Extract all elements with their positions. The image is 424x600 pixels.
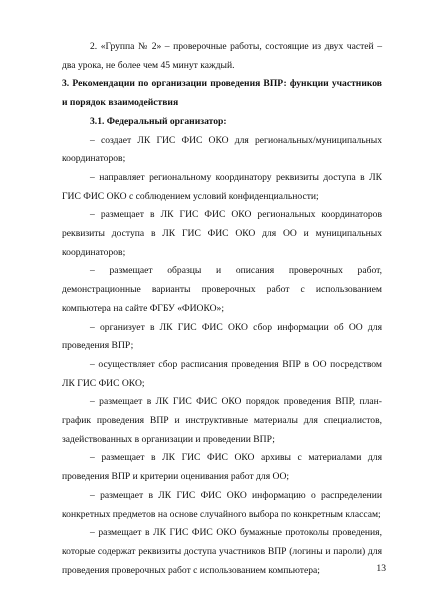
page-number: 13: [376, 563, 386, 574]
paragraph: 2. «Группа № 2» – проверочные работы, состоящие из двух частей – два урока, не более чем 45 минут каждый.: [62, 41, 382, 71]
paragraph: – размещает в ЛК ГИС ФИС ОКО информацию о распределении конкретных предметов на основе случайного выбора по конкретным классам;: [62, 489, 382, 520]
document-body: [62, 38, 382, 580]
paragraph: – направляет региональному координатору реквизиты доступа в ЛК ГИС ФИС ОКО с соблюдением условий конфиденциальности;: [62, 171, 382, 202]
paragraph: – размещает в ЛК ГИС ФИС ОКО порядок проведения ВПР, план-график проведения ВПР и инструктивные материалы для специалистов, задействованных в организации и проведении ВПР;: [62, 396, 382, 445]
paragraph: – размещает образцы и описания проверочных работ, демонстрационные варианты проверочных работ с использованием компьютера на сайте ФГБУ «ФИОКО»;: [62, 265, 382, 314]
paragraph: – размещает в ЛК ГИС ФИС ОКО бумажные протоколы проведения, которые содержат реквизиты доступа участников ВПР (логины и пароли) для проведения проверочных работ с использованием компьютера;: [62, 527, 382, 576]
section-heading: 3. Рекомендации по организации проведения ВПР: функции участников и порядок взаимодействия: [62, 78, 382, 109]
paragraph: – размещает в ЛК ГИС ФИС ОКО архивы с материалами для проведения ВПР и критерии оценивания работ для ОО;: [62, 452, 382, 483]
paragraph: – осуществляет сбор расписания проведения ВПР в ОО посредством ЛК ГИС ФИС ОКО;: [62, 358, 382, 389]
section-heading: 3.1. Федеральный организатор:: [90, 115, 227, 127]
paragraph: – размещает в ЛК ГИС ФИС ОКО региональных координаторов реквизиты доступа в ЛК ГИС ФИС ОКО для ОО и муниципальных координаторов;: [62, 209, 382, 258]
paragraph: – организует в ЛК ГИС ФИС ОКО сбор информации об ОО для проведения ВПР;: [62, 321, 382, 352]
paragraph: – создает ЛК ГИС ФИС ОКО для региональных/муниципальных координаторов;: [62, 134, 382, 165]
